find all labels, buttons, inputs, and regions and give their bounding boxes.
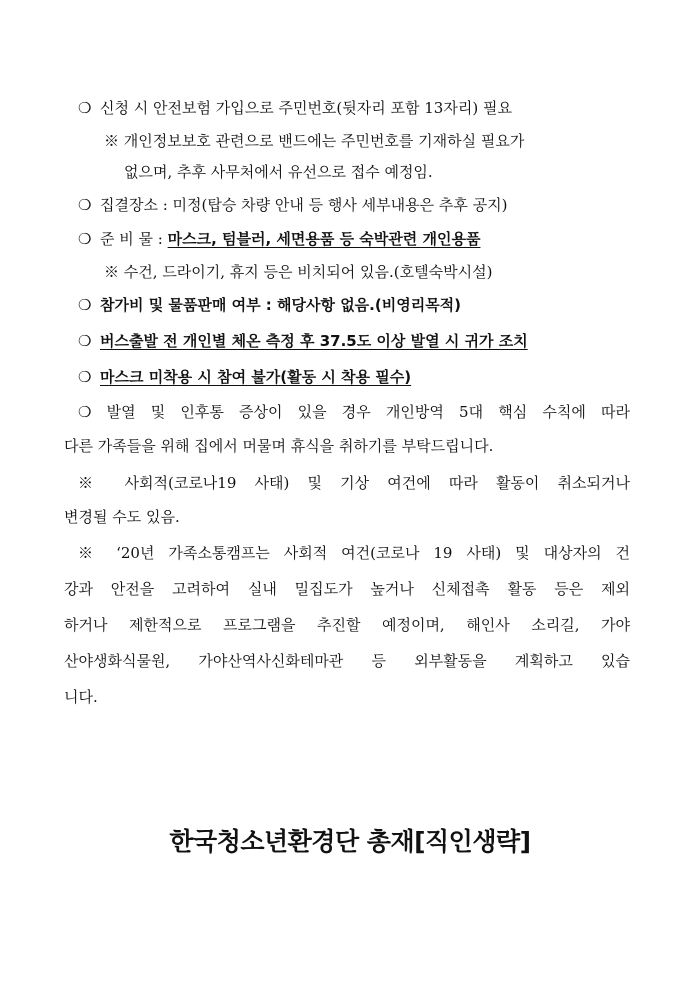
note-privacy-line2: 없으며, 추후 사무처에서 유선으로 접수 예정임. bbox=[124, 163, 433, 181]
item-text: 버스출발 전 개인별 체온 측정 후 37.5도 이상 발열 시 귀가 조치 bbox=[100, 332, 528, 350]
item-text: 참가비 및 물품판매 여부 : 해당사항 없음.(비영리목적) bbox=[100, 296, 462, 314]
item-label: 준 비 물 : bbox=[100, 230, 168, 248]
note-mark: ※ bbox=[104, 132, 120, 150]
item-temperature bbox=[78, 330, 528, 352]
para-symptoms-line2: 다른 가족들을 위해 집에서 머물며 휴식을 취하기를 부탁드립니다. bbox=[64, 437, 494, 455]
para-camp-line1: ※ ‘20년 가족소통캠프는 사회적 여건(코로나 19 사태) 및 대상자의 건 bbox=[78, 544, 630, 562]
item-supplies bbox=[78, 228, 480, 250]
para-camp-line4: 산야생화식물원, 가야산역사신화테마관 등 외부활동을 계획하고 있습 bbox=[64, 652, 630, 670]
note-mark: ※ bbox=[104, 263, 120, 281]
item-text: 집결장소 : 미정(탑승 차량 안내 등 행사 세부내용은 추후 공지) bbox=[100, 196, 508, 214]
bullet-circle: ❍ bbox=[78, 99, 92, 117]
para-cancel-line1: ※ 사회적(코로나19 사태) 및 기상 여건에 따라 활동이 취소되거나 bbox=[78, 474, 630, 492]
item-text: 마스크, 텀블러, 세면용품 등 숙박관련 개인용품 bbox=[167, 230, 481, 248]
note-text: 개인정보보호 관련으로 밴드에는 주민번호를 기재하실 필요가 bbox=[123, 132, 525, 150]
note-text: 수건, 드라이기, 휴지 등은 비치되어 있음.(호텔숙박시설) bbox=[123, 263, 493, 281]
bullet-circle: ❍ bbox=[78, 368, 92, 386]
note-privacy-line1 bbox=[104, 130, 524, 152]
bullet-circle: ❍ bbox=[78, 196, 92, 214]
para-symptoms-line1: ❍ 발열 및 인후통 증상이 있을 경우 개인방역 5대 핵심 수칙에 따라 bbox=[78, 403, 630, 421]
para-camp-line3: 하거나 제한적으로 프로그램을 추진할 예정이며, 해인사 소리길, 가야 bbox=[64, 616, 630, 634]
item-meeting-place bbox=[78, 194, 507, 216]
item-text: 마스크 미착용 시 참여 불가(활동 시 착용 필수) bbox=[100, 368, 412, 386]
item-fee bbox=[78, 294, 461, 316]
bullet-circle: ❍ bbox=[78, 296, 92, 314]
para-camp-line5: 니다. bbox=[64, 688, 98, 706]
item-mask bbox=[78, 366, 411, 388]
para-camp-line2: 강과 안전을 고려하여 실내 밀집도가 높거나 신체접촉 활동 등은 제외 bbox=[64, 580, 630, 598]
signature-line: 한국청소년환경단 총재[직인생략] bbox=[169, 827, 531, 856]
note-supplies bbox=[104, 261, 492, 283]
bullet-circle: ❍ bbox=[78, 332, 92, 350]
para-cancel-line2: 변경될 수도 있음. bbox=[64, 508, 180, 526]
item-insurance bbox=[78, 97, 512, 119]
item-text: 신청 시 안전보험 가입으로 주민번호(뒷자리 포함 13자리) 필요 bbox=[100, 99, 512, 117]
bullet-circle: ❍ bbox=[78, 230, 92, 248]
